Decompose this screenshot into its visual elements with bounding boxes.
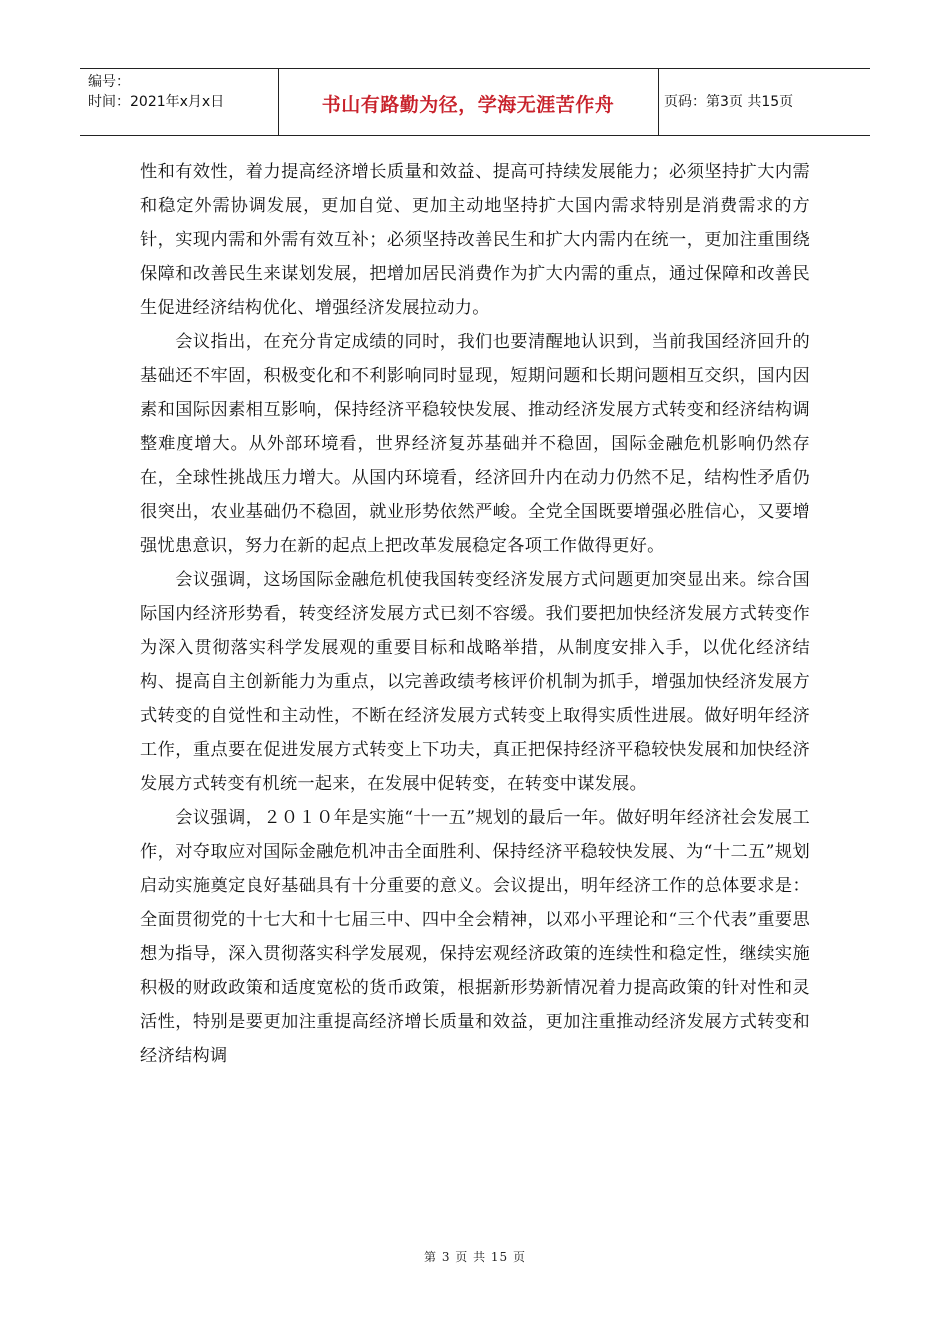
document-body <box>140 155 810 1073</box>
header-top-rule <box>80 68 870 69</box>
page-header <box>80 68 870 136</box>
header-meta <box>88 72 278 112</box>
header-motto: 书山有路勤为径，学海无涯苦作舟 <box>321 94 615 116</box>
paragraph-meeting-emphasized-2010: 会议强调，２０１０年是实施“十一五”规划的最后一年。做好明年经济社会发展工作，对夺取应对国际金融危机冲击全面胜利、保持经济平稳较快发展、为“十二五”规划启动实施奠定良好基础具有十分重要的意义。会议提出，明年经济工作的总体要求是：全面贯彻党的十七大和十七届三中、四中全会精神，以邓小平理论和“三个代表”重要思想为指导，深入贯彻落实科学发展观，保持宏观经济政策的连续性和稳定性，继续实施积极的财政政策和适度宽松的货币政策，根据新形势新情况着力提高政策的针对性和灵活性，特别是要更加注重提高经济增长质量和效益，更加注重推动经济发展方式转变和经济结构调 <box>140 808 810 1066</box>
paragraph-meeting-pointed-out: 会议指出，在充分肯定成绩的同时，我们也要清醒地认识到，当前我国经济回升的基础还不牢固，积极变化和不利影响同时显现，短期问题和长期问题相互交织，国内因素和国际因素相互影响，保持经济平稳较快发展、推动经济发展方式转变和经济结构调整难度增大。从外部环境看，世界经济复苏基础并不稳固，国际金融危机影响仍然存在，全球性挑战压力增大。从国内环境看，经济回升内在动力仍然不足，结构性矛盾仍很突出，农业基础仍不稳固，就业形势依然严峻。全党全国既要增强必胜信心，又要增强忧患意识，努力在新的起点上把改革发展稳定各项工作做得更好。 <box>140 332 810 556</box>
page-footer: 第 3 页 共 15 页 <box>424 1250 526 1264</box>
header-bottom-rule <box>80 135 870 136</box>
header-page-number: 页码：第3页 共15页 <box>664 94 794 110</box>
document-number: 编号： <box>88 74 130 90</box>
header-divider-left <box>278 69 279 135</box>
paragraph-meeting-emphasized-transformation: 会议强调，这场国际金融危机使我国转变经济发展方式问题更加突显出来。综合国际国内经济形势看，转变经济发展方式已刻不容缓。我们要把加快经济发展方式转变作为深入贯彻落实科学发展观的重要目标和战略举措，从制度安排入手，以优化经济结构、提高自主创新能力为重点，以完善政绩考核评价机制为抓手，增强加快经济发展方式转变的自觉性和主动性，不断在经济发展方式转变上取得实质性进展。做好明年经济工作，重点要在促进发展方式转变上下功夫，真正把保持经济平稳较快发展和加快经济发展方式转变有机统一起来，在发展中促转变，在转变中谋发展。 <box>140 570 810 794</box>
document-time: 时间：2021年x月x日 <box>88 94 225 110</box>
header-divider-right <box>658 69 659 135</box>
paragraph-continued: 性和有效性，着力提高经济增长质量和效益、提高可持续发展能力；必须坚持扩大内需和稳定外需协调发展，更加自觉、更加主动地坚持扩大国内需求特别是消费需求的方针，实现内需和外需有效互补；必须坚持改善民生和扩大内需内在统一，更加注重围绕保障和改善民生来谋划发展，把增加居民消费作为扩大内需的重点，通过保障和改善民生促进经济结构优化、增强经济发展拉动力。 <box>140 162 810 318</box>
